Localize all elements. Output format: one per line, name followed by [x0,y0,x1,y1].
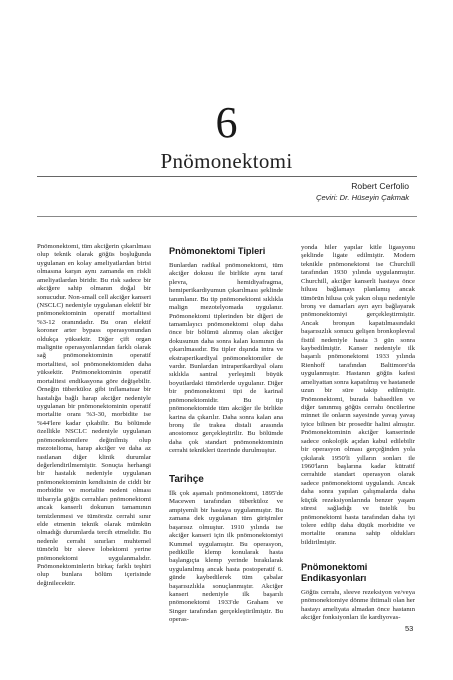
right-column-lower [301,589,415,623]
heading-indications: Pnömonektomi Endikasyonları [301,562,368,583]
history-continued-paragraph: yonda hiler yapılar kitle ligasyonu şeklinde ligate edilmiştir. Modern teknikle pnömonektomi ise Churchill tarafından 1930 yılında uygulanmıştır. Churchill, akciğer kanserli hastaya önce hilusu bağlamayı planlamış ancak tümörün hilusa çok yakın oluşu nedeniyle bronş ve damarları ayrı ayrı bağlayarak pnömonektomiyi gerçekleştirmiştir. Ancak bronşun kapatılmasındaki başarısızlık sonucu gelişen bronkoplevral fistül nedeniyle hasta 3 gün sonra kaybedilmiştir. Kanser nedeniyle ilk başarılı pnömonektomi 1933 yılında Rienhoff tarafından Baltimore'da uygulanmıştır. Hastanın göğüs kafesi ameliyattan sonra kapatılmış ve hastanede uzun bir süre takip edilmiştir. Pnömonektomi, burada bahsedilen ve diğer tanınmış göğüs cerrahı öncülerine minnet ile onların sayesinde yavaş yavaş iyice bilinen bir prosedür halini almıştır. Pnömonektominin akciğer kanserinde sadece onkolojik açıdan kabul edilebilir bir operasyon olması gerçeğinden yola çıkılarak 1950'li yılların sonları ile 1960'ların başlarına kadar kütratif cerrahide standart operasyon olarak sadece pnömonektomi uygulandı. Ancak daha sonra yapılan çalışmalarda daha küçük rezeksiyonlarında benzer yaşam süresi sağladığı ve üstelik bu pnömonektomi hasta tarafından daha iyi tolere edilip daha düşük morbidite ve mortalite oranına sahip oldukları bildirilmiştir. [301,244,415,546]
middle-column-lower [169,490,283,625]
middle-column [169,262,283,456]
title-rule-bottom [37,216,417,217]
chapter-title: Pnömonektomi [160,149,293,173]
history-paragraph: İlk çok aşamalı pnömonektomi, 1895'de Macewen tarafından tüberküloz ve ampiyemli bir hastaya uygulanmıştır. Bu zamana dek uygulanan tüm girişimler başarısız olmuştur. 1910 yılında ise akciğer kanseri için ilk pnömonektomiyi Kummel uygulamıştır. Bu operasyon, pedikülle klemp konularak hasta başlangıçta klemp yerinde bırakılarak uygulanılmış ancak hasta postoperatif 6. günde kaybedilerek tüm çabalar başarısızlıkla sonuçlanmıştır. Akciğer kanseri nedeniyle ilk başarılı pnömonektomi 1933'de Graham ve Singer tarafından gerçekleştirilmiştir. Bu operas- [169,490,283,624]
types-paragraph: Bunlardan radikal pnömonektomi, tüm akciğer dokusu ile birlikte aynı taraf plevra, hemidiyafragma, hemiperikardiyumun çıkarılması şeklinde tanımlanır. Bu tip pnömonektomi sıklıkla malign mezotelyomada uygulanır. Pnömonektomi tiplerinden bir diğeri de tamamlayıcı pnömonektomi olup daha önce bir bölümü alınmış olan akciğer dokusunun daha sonra kalan kısmının da çıkarılmasıdır. Bu tipler dışında intra ve ekstraperikardiyal pnömonektomiler de vardır. Bunlardan intraperikardiyal olanı sıklıkla santral yerleşimli büyük boyutlardaki tümörlerde uygulanır. Diğer bir pnömonektomi tipi de karinal pnömonektomidir. Bu tip pnömonektomide tüm akciğer ile birlikte karina da çıkarılır. Daha sonra kalan ana bronş ile trakea distali arasında anostomoz gerçekleştirilir. Bu bölümde daha çok standart pnömonektominin cerrahi teknikleri üzerinde durulmuştur. [169,262,283,455]
author-name: Robert Cerfolio [351,181,409,191]
heading-history: Tarihçe [169,474,204,485]
intro-paragraph: Pnömonektomi, tüm akciğerin çıkarılması olup teknik olarak göğüs boşluğunda uygulanan en kolay ameliyatlardan birisi olmasına karşın aynı zamanda en riskli ameliyatlardan biridir. Bu risk sadece bir akciğere sahip olmanın doğal bir sonucudur. Non-small cell akciğer kanseri (NSCLC) nedeniyle uygulanan elektif bir pnömonektominin operatif mortalitesi %3-12 oranındadır. Bu oran elektif koroner arter bypass operasyonundan oldukça yüksektir. Diğer çift organ malignite operasyonlarından farklı olarak sağ pnömonektominin operatif mortalitesi, sol pnömonektomiden daha yüksektir. Pnömonektominin operatif mortalitesi endikasyona göre değişebilir. Örneğin tüberküloz gibi inflamatuar bir hastalığa bağlı harap akciğer nedeniyle uygulanan bir pnömonektominin operatif mortalite oranı %3-30, morbidite ise %44'lere kadar çıkabilir. Bu bölümde özellikle NSCLC nedeniyle uygulanan pnömonektomilere değinilmiş olup mezotelioma, harap akciğer ve daha az rastlanan diğer klinik durumlar değerlendirilmemiştir. Sonuçta herhangi bir hastalık nedeniyle uygulanan pnömonektominin kendisinin de ciddi bir morbidite ve mortalite nedeni olması itibarıyla göğüs cerrahları pnömonektomi ancak kanserli dokunun tamamının temizlenmesi ve tümörsüz cerrahi sınır elde etmenin teknik olarak mümkün olmadığı durumlarda tercih etmelidir. Bu nedenle cerrahi sınırları muhtemel tümörlü bir sleeve lobektomi yerine pnömonektomi uygulanmalıdır. Pnömonektominlerin birkaç farklı teşhiri olup bunlara bölüm içerisinde değinilecektir. [37,243,151,587]
indications-paragraph: Göğüs cerrahı, sleeve rezeksiyon ve/veya pnömonektomiye dönme ihtimali olan her hastayı ameliyata almadan önce hastanın akciğer fonksiyonları ile kardiyovas- [301,589,415,622]
heading-types: Pnömonektomi Tipleri [169,246,266,256]
translator-credit: Çeviri: Dr. Hüseyin Çakmak [316,193,409,202]
chapter-number: 6 [215,98,238,147]
right-column [301,244,415,547]
left-column [37,243,151,588]
page-number: 53 [405,624,414,633]
title-rule-top [37,176,417,177]
